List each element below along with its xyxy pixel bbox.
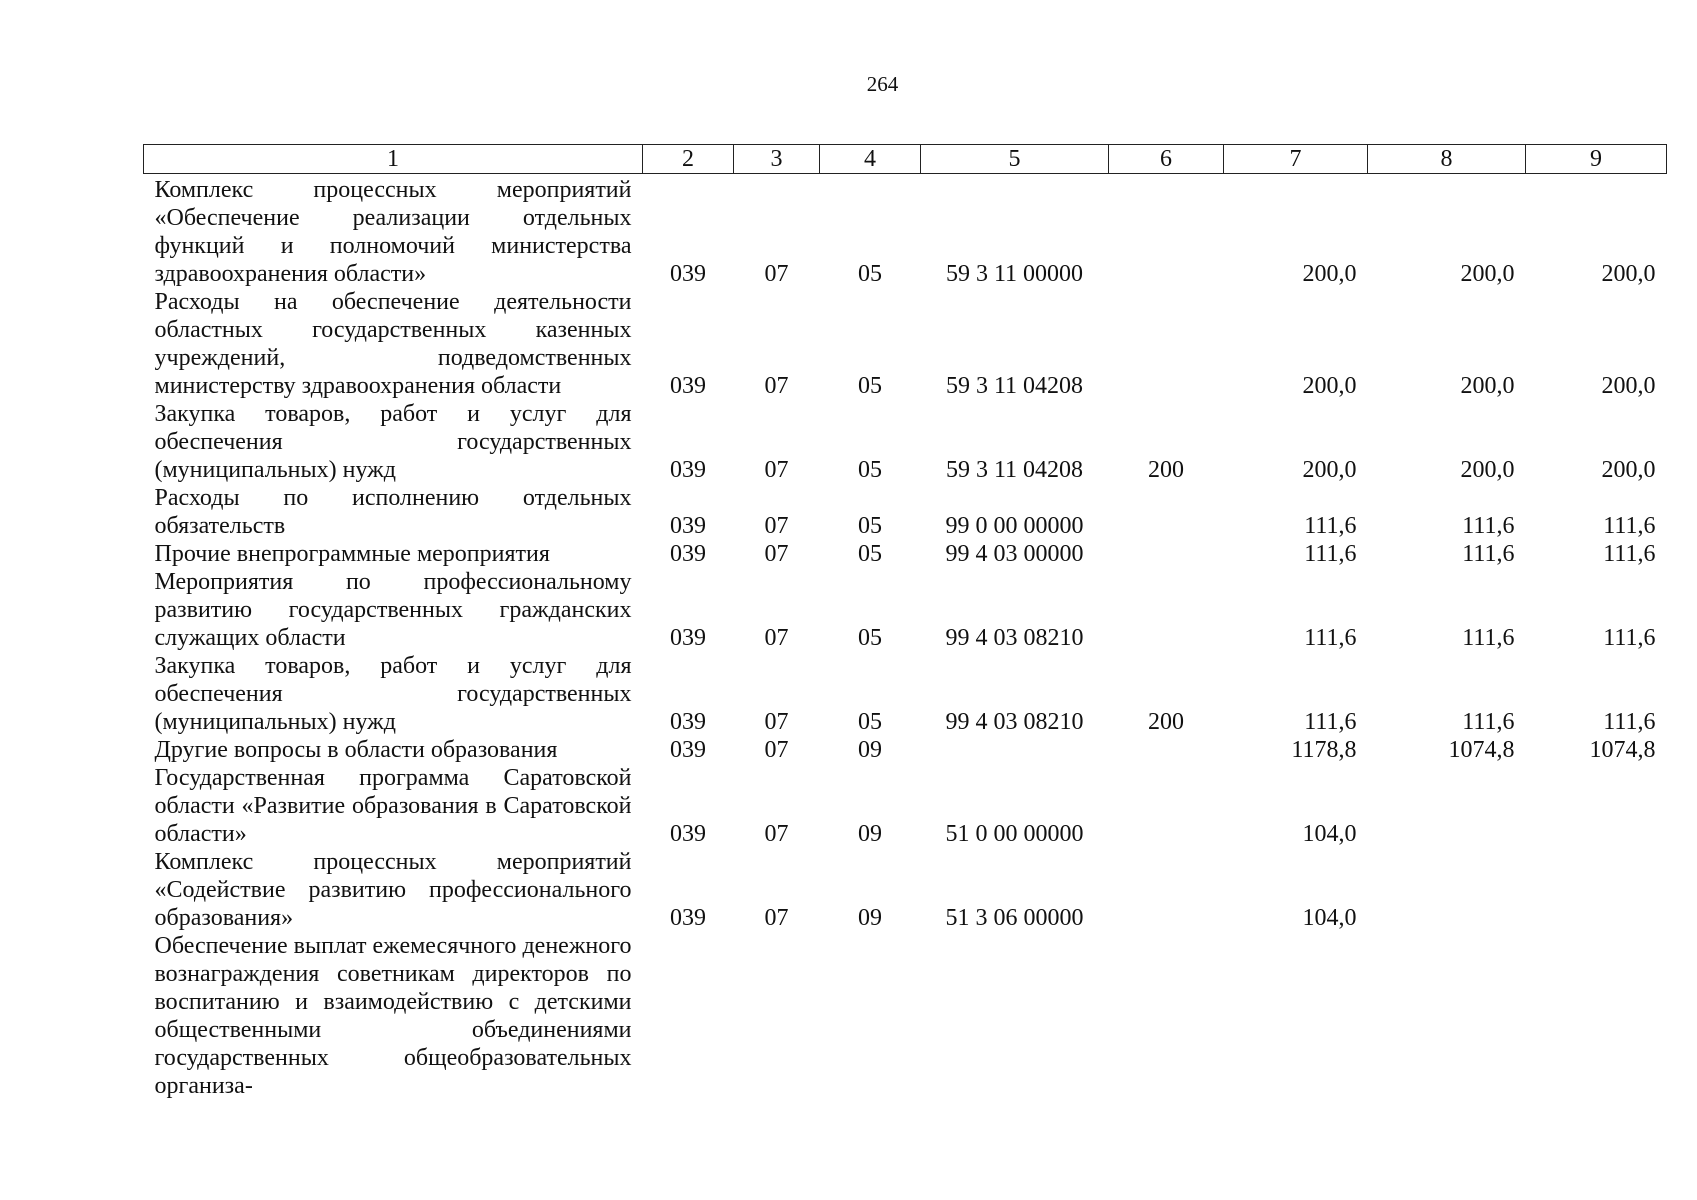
subsection-code: 09: [858, 737, 882, 763]
table-header: [144, 145, 1667, 174]
header-col-2: 2: [643, 145, 734, 174]
header-col-5: 5: [921, 145, 1109, 174]
section-code: 07: [764, 513, 789, 539]
table-row: [144, 174, 1667, 289]
amount-col-7: 104,0: [1302, 821, 1357, 847]
section-code: 07: [764, 709, 789, 735]
amount-col-8: [1368, 932, 1526, 1100]
expense-kind-code: [1109, 764, 1224, 848]
amount-col-8: 111,6: [1462, 625, 1515, 651]
amount-col-7: 111,6: [1304, 709, 1357, 735]
header-col-4: 4: [820, 145, 921, 174]
amount-col-9: 200,0: [1601, 457, 1656, 483]
header-col-1: 1: [144, 145, 643, 174]
item-name: Другие вопросы в области образования: [154, 737, 558, 763]
amount-col-7: 104,0: [1302, 905, 1357, 931]
amount-col-7: [1224, 932, 1368, 1100]
expense-kind-code: [1109, 540, 1224, 568]
amount-col-9: 111,6: [1603, 709, 1656, 735]
header-row: [144, 145, 1667, 174]
header-col-3: 3: [734, 145, 820, 174]
amount-col-8: 200,0: [1460, 457, 1515, 483]
ministry-code: 039: [670, 457, 706, 483]
subsection-code: 05: [858, 373, 882, 399]
target-article-code: [921, 736, 1109, 764]
table-row: [144, 932, 1667, 1100]
amount-col-9: 200,0: [1601, 261, 1656, 287]
table-row: [144, 736, 1667, 764]
table-row: [144, 568, 1667, 652]
amount-col-8: [1368, 848, 1526, 932]
target-article-code: 59 3 11 04208: [945, 457, 1084, 483]
item-name: Комплекс процессных мероприятий «Содействие развитию профессионального образования»: [154, 849, 632, 931]
target-article-code: 59 3 11 04208: [945, 373, 1084, 399]
amount-col-7: 200,0: [1302, 457, 1357, 483]
header-col-6: 6: [1109, 145, 1224, 174]
expense-kind-code: [1109, 736, 1224, 764]
subsection-code: 05: [858, 261, 882, 287]
amount-col-9: [1526, 848, 1667, 932]
amount-col-8: [1368, 764, 1526, 848]
amount-col-9: 200,0: [1601, 373, 1656, 399]
amount-col-9: [1526, 764, 1667, 848]
expense-kind-code: 200: [1148, 709, 1184, 735]
page-number: 264: [866, 72, 899, 96]
subsection-code: 05: [858, 457, 882, 483]
table-row: [144, 288, 1667, 400]
amount-col-8: 1074,8: [1448, 737, 1515, 763]
item-name: Комплекс процессных мероприятий «Обеспечение реализации отдельных функций и полномочий министерства здравоохранения области»: [154, 177, 632, 287]
table-row: [144, 848, 1667, 932]
amount-col-9: 111,6: [1603, 513, 1656, 539]
amount-col-9: [1526, 932, 1667, 1100]
table-row: [144, 400, 1667, 484]
item-name: Расходы по исполнению отдельных обязательств: [154, 485, 632, 539]
subsection-code: 05: [858, 541, 882, 567]
subsection-code: 09: [858, 821, 882, 847]
table-row: [144, 484, 1667, 540]
table-row: [144, 540, 1667, 568]
amount-col-7: 111,6: [1304, 541, 1357, 567]
target-article-code: 51 0 00 00000: [945, 821, 1084, 847]
section-code: 07: [764, 373, 789, 399]
ministry-code: 039: [670, 737, 706, 763]
amount-col-9: 111,6: [1603, 541, 1656, 567]
ministry-code: 039: [670, 625, 706, 651]
amount-col-8: 111,6: [1462, 709, 1515, 735]
target-article-code: [921, 932, 1109, 1100]
amount-col-8: 111,6: [1462, 541, 1515, 567]
section-code: 07: [764, 625, 789, 651]
header-col-9: 9: [1526, 145, 1667, 174]
subsection-code: 05: [858, 625, 882, 651]
expense-kind-code: 200: [1148, 457, 1184, 483]
subsection-code: [820, 932, 921, 1100]
target-article-code: 51 3 06 00000: [945, 905, 1084, 931]
section-code: 07: [764, 821, 789, 847]
expense-kind-code: [1109, 932, 1224, 1100]
amount-col-9: 1074,8: [1589, 737, 1656, 763]
target-article-code: 59 3 11 00000: [945, 261, 1084, 287]
amount-col-8: 200,0: [1460, 373, 1515, 399]
ministry-code: [643, 932, 734, 1100]
expense-kind-code: [1109, 174, 1224, 289]
amount-col-8: 111,6: [1462, 513, 1515, 539]
ministry-code: 039: [670, 513, 706, 539]
item-name: Прочие внепрограммные мероприятия: [154, 541, 550, 567]
header-col-7: 7: [1224, 145, 1368, 174]
target-article-code: 99 4 03 08210: [945, 625, 1084, 651]
expense-kind-code: [1109, 288, 1224, 400]
expense-kind-code: [1109, 848, 1224, 932]
header-col-8: 8: [1368, 145, 1526, 174]
amount-col-7: 1178,8: [1291, 737, 1357, 763]
item-name: Закупка товаров, работ и услуг для обеспечения государственных (муниципальных) нужд: [154, 401, 632, 483]
ministry-code: 039: [670, 373, 706, 399]
target-article-code: 99 4 03 00000: [945, 541, 1084, 567]
table-row: [144, 652, 1667, 736]
item-name: Расходы на обеспечение деятельности областных государственных казенных учреждений, подведомственных министерству здравоохранения области: [154, 289, 632, 399]
ministry-code: 039: [670, 905, 706, 931]
amount-col-7: 111,6: [1304, 625, 1357, 651]
section-code: 07: [764, 905, 789, 931]
ministry-code: 039: [670, 821, 706, 847]
section-code: [734, 932, 820, 1100]
ministry-code: 039: [670, 709, 706, 735]
amount-col-7: 111,6: [1304, 513, 1357, 539]
target-article-code: 99 0 00 00000: [945, 513, 1084, 539]
amount-col-7: 200,0: [1302, 373, 1357, 399]
item-name: Обеспечение выплат ежемесячного денежного вознаграждения советникам директоров по воспитанию и взаимодействию с детскими общественными объединениями государственных общеобразовательных организа-: [154, 933, 632, 1099]
ministry-code: 039: [670, 541, 706, 567]
expense-kind-code: [1109, 484, 1224, 540]
amount-col-7: 200,0: [1302, 261, 1357, 287]
item-name: Государственная программа Саратовской области «Развитие образования в Саратовской области»: [154, 765, 632, 847]
section-code: 07: [764, 737, 789, 763]
table-body: [144, 174, 1667, 1101]
item-name: Закупка товаров, работ и услуг для обеспечения государственных (муниципальных) нужд: [154, 653, 632, 735]
section-code: 07: [764, 261, 789, 287]
amount-col-9: 111,6: [1603, 625, 1656, 651]
subsection-code: 09: [858, 905, 882, 931]
amount-col-8: 200,0: [1460, 261, 1515, 287]
section-code: 07: [764, 457, 789, 483]
target-article-code: 99 4 03 08210: [945, 709, 1084, 735]
subsection-code: 05: [858, 513, 882, 539]
section-code: 07: [764, 541, 789, 567]
item-name: Мероприятия по профессиональному развитию государственных гражданских служащих области: [154, 569, 632, 651]
expense-kind-code: [1109, 568, 1224, 652]
subsection-code: 05: [858, 709, 882, 735]
budget-table: [143, 144, 1667, 1100]
ministry-code: 039: [670, 261, 706, 287]
table-row: [144, 764, 1667, 848]
